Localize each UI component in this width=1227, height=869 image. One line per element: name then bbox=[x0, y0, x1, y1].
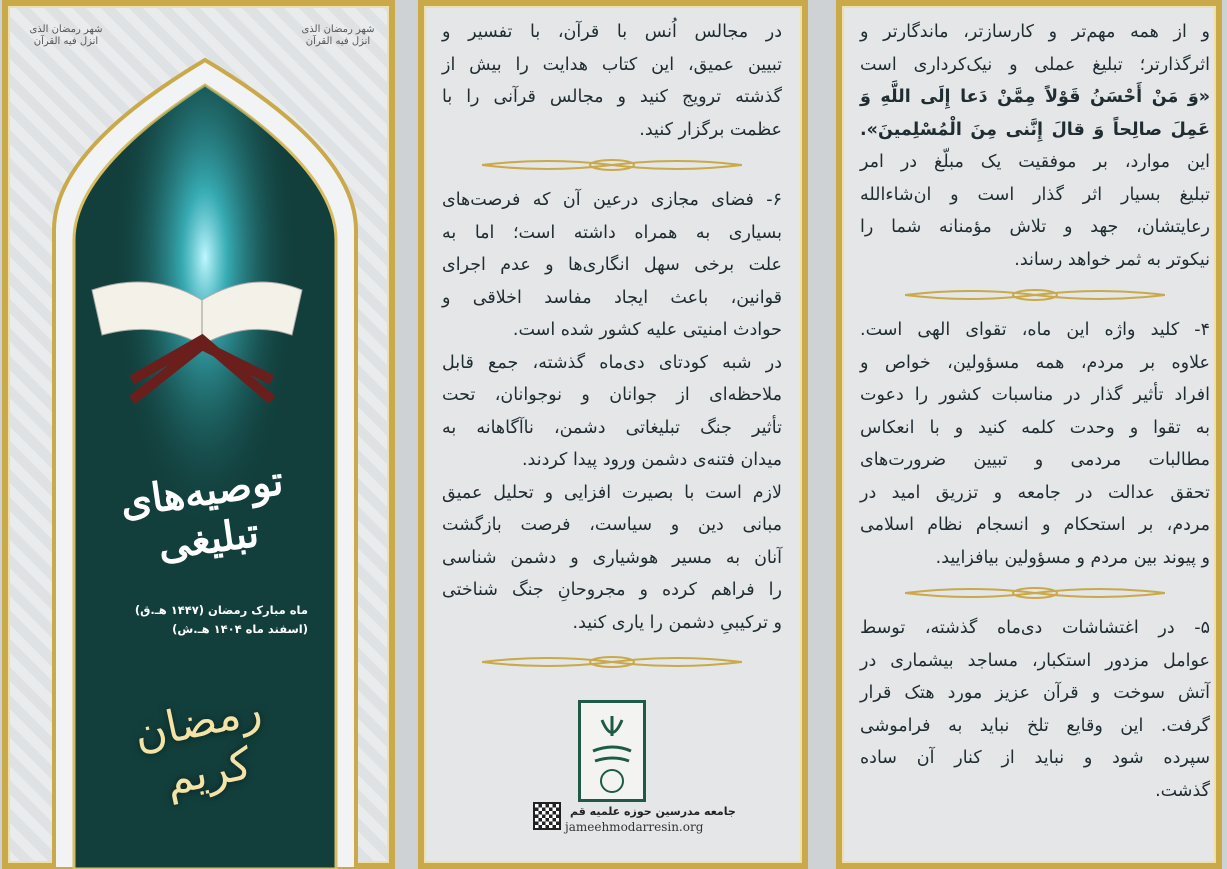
text-line: تحقق عدالت در جامعه و تزریق امید در bbox=[860, 482, 1210, 503]
text-line: ۴- کلید واژه این ماه، تقوای الهی است. bbox=[860, 320, 1210, 340]
text-line: را فراهم کرده و مجروحانِ جنگ شناختی bbox=[442, 580, 782, 600]
paragraph bbox=[860, 612, 1210, 807]
text-line: «وَ مَنْ أَحْسَنُ قَوْلاً مِمَّنْ دَعا إِلَى اللَّهِ وَ bbox=[860, 87, 1210, 107]
right-text bbox=[860, 16, 1210, 807]
text-line: مطالبات مردمی و تبیین ضرورت‌های bbox=[860, 450, 1210, 470]
text-line: تبیین عمیق، این کتاب هدایت را بیش از bbox=[442, 54, 782, 75]
paragraph bbox=[442, 184, 782, 639]
text-line: افراد تأثیر گذار در مناسبات کشور را دعوت bbox=[860, 385, 1210, 405]
cover-panel bbox=[2, 0, 395, 869]
text-line: مردم، بر استحکام و انسجام نظام اسلامی bbox=[860, 515, 1210, 535]
text-line: لازم است با بصیرت افزایی و تحلیل عمیق bbox=[442, 482, 782, 503]
text-line: علاوه بر مردم، همه مسؤولین، خواص و bbox=[860, 352, 1210, 373]
brochure-title: توصیه‌های تبلیغی bbox=[117, 457, 287, 570]
text-line: عظمت برگزار کنید. bbox=[639, 119, 782, 140]
text-line: علت برخی سهل انگاری‌ها و عدم اجرای bbox=[442, 255, 782, 275]
text-line: تبلیغ بسیار اثر گذار است و ان‌شاءالله bbox=[860, 184, 1210, 205]
ornament-divider bbox=[860, 574, 1210, 612]
text-line: ملاحظه‌ای از جوانان و نوجوانان، تحت bbox=[442, 385, 782, 405]
middle-text bbox=[442, 16, 782, 681]
ornament-divider bbox=[442, 146, 782, 184]
subtitle-date-hijri: ماه مبارک رمضان (۱۴۴۷ هـ.ق) bbox=[134, 603, 308, 617]
website-link[interactable]: jameehmodarresin.org bbox=[565, 820, 704, 834]
text-line: در شبه کودتای دی‌ماه گذشته، جمع قابل bbox=[442, 352, 782, 373]
organization-logo bbox=[578, 700, 646, 802]
text-line: نیکوتر به ثمر خواهد رساند. bbox=[1014, 249, 1210, 270]
paragraph bbox=[860, 314, 1210, 574]
text-line: گذشت. bbox=[1155, 780, 1210, 801]
text-line: ۵- در اغتشاشات دی‌ماه گذشته، توسط bbox=[860, 618, 1210, 638]
text-line: بسیاری به همراه داشته است؛ اما به bbox=[442, 222, 782, 243]
corner-calligraphy-left: شهر رمضان الذی انزل فیه القرآن bbox=[29, 24, 103, 47]
ramadan-kareem-calligraphy: رمضان کریم bbox=[129, 683, 266, 806]
text-line: مبانی دین و سیاست، فرصت بازگشت bbox=[442, 515, 782, 535]
corner-calligraphy-right: شهر رمضان الذی انزل فیه القرآن bbox=[301, 24, 375, 47]
text-line: گرفت. این وقایع تلخ نباید به فراموشی bbox=[860, 715, 1210, 736]
text-line: عوامل مزدور استکبار، مساجد بیشماری در bbox=[860, 650, 1210, 671]
text-line: و ترکیبیِ دشمن را یاری کنید. bbox=[572, 612, 782, 633]
text-line: آتش سوخت و قرآن عزیز مورد هتک قرار bbox=[860, 683, 1210, 703]
text-line: حوادث امنیتی علیه کشور شده است. bbox=[512, 320, 782, 340]
qr-code[interactable] bbox=[533, 802, 561, 830]
text-line: و از همه مهم‌تر و کارسازتر، ماندگارتر و bbox=[860, 22, 1210, 42]
text-line: آنان به مسیر هوشیاری و دشمن شناسی bbox=[442, 547, 782, 568]
text-line: در مجالس اُنس با قرآن، با تفسیر و bbox=[442, 22, 782, 42]
text-line: میدان فتنه‌ی دشمن ورود پیدا کردند. bbox=[521, 450, 782, 470]
text-line: و پیوند بین مردم و مسؤولین بیافزایید. bbox=[935, 547, 1210, 568]
text-line: رعایتشان، جهد و تلاش مؤمنانه شما را bbox=[860, 217, 1210, 237]
text-line: اثرگذارتر؛ تبلیغ عملی و نیک‌کرداری است bbox=[860, 54, 1210, 75]
ornament-divider bbox=[860, 276, 1210, 314]
paragraph bbox=[860, 16, 1210, 276]
paragraph bbox=[442, 16, 782, 146]
text-line: قوانین، باعث ایجاد مفاسد اخلاقی و bbox=[442, 287, 782, 308]
text-line: تأثیر جنگ تبلیغاتی دشمن، ناآگاهانه به bbox=[442, 417, 782, 438]
text-line: ۶- فضای مجازی درعین آن که فرصت‌های bbox=[442, 190, 782, 210]
organization-name: جامعه مدرسین حوزه علمیه قم bbox=[570, 805, 736, 818]
text-line: عَمِلَ صالِحاً وَ قالَ إِنَّنی مِنَ الْمُسْلِمینَ». bbox=[860, 119, 1210, 140]
ornament-divider bbox=[442, 643, 782, 681]
text-line: سپرده شود و نباید از کنار آن ساده bbox=[860, 748, 1210, 768]
subtitle-date-solar: (اسفند ماه ۱۴۰۴ هـ.ش) bbox=[172, 622, 308, 636]
text-line: این موارد، بر موفقیت یک مبلّغ در امر bbox=[860, 152, 1210, 172]
text-line: گذشته ترویج کنید و مجالس قرآنی را با bbox=[442, 87, 782, 107]
text-line: به تقوا و وحدت کلمه کنید و با انعکاس bbox=[860, 417, 1210, 438]
